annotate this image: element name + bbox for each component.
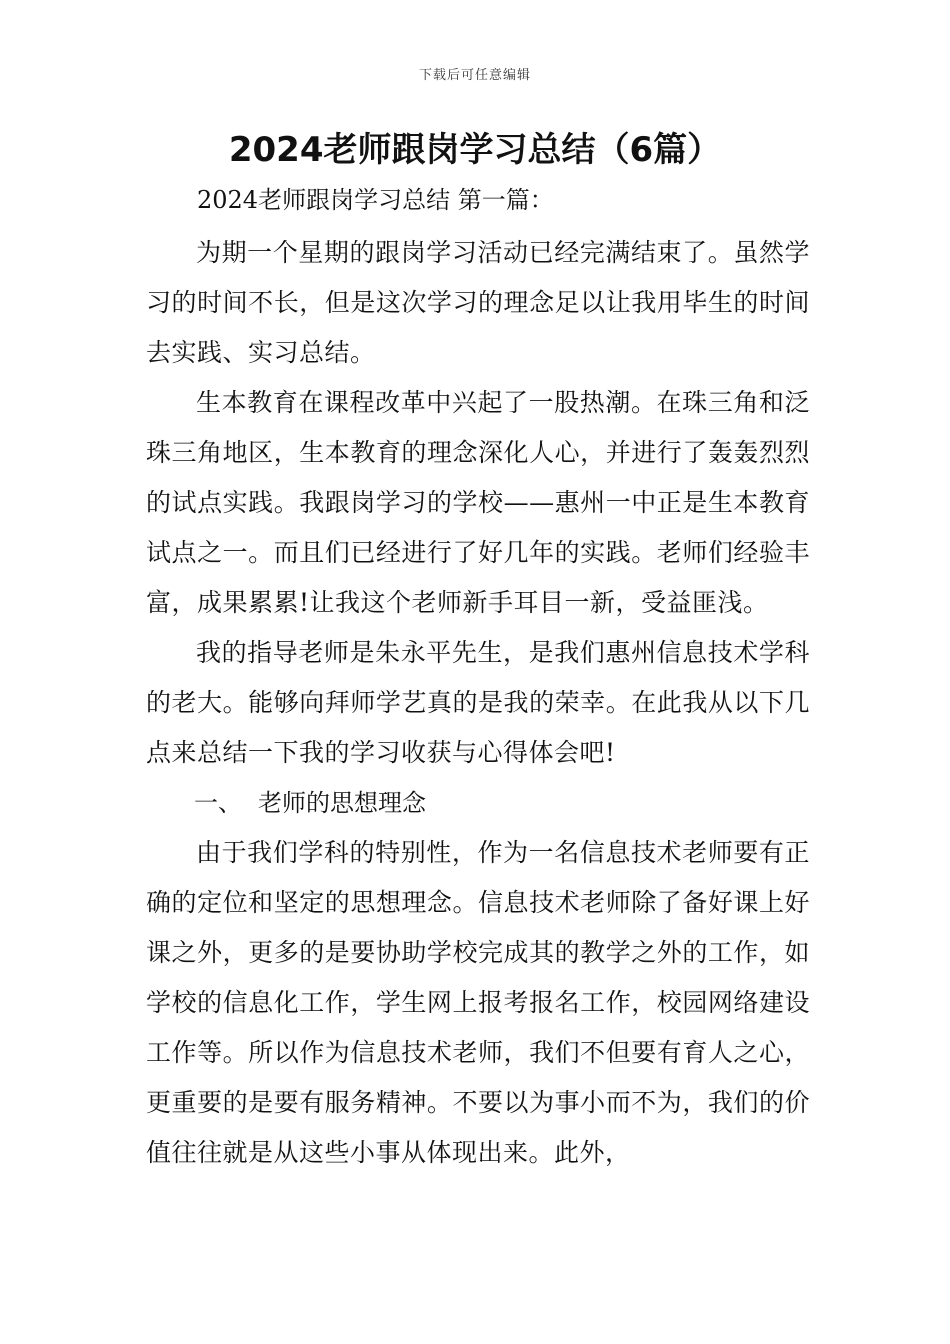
document-body (146, 228, 810, 1178)
header-note: 下载后可任意编辑 (418, 68, 531, 83)
section-number: 一、 (194, 789, 242, 817)
paragraph-2: 生本教育在课程改革中兴起了一股热潮。在珠三角和泛珠三角地区，生本教育的理念深化人心，并进行了轰轰烈烈的试点实践。我跟岗学习的学校——惠州一中正是生本教育试点之一。而且们已经进行了好几年的实践。老师们经验丰富，成果累累!让我这个老师新手耳目一新，受益匪浅。 (146, 388, 810, 617)
section-heading (146, 778, 810, 828)
section-paragraph: 由于我们学科的特别性，作为一名信息技术老师要有正确的定位和坚定的思想理念。信息技术老师除了备好课上好课之外，更多的是要协助学校完成其的教学之外的工作，如学校的信息化工作，学生网上报考报名工作，校园网络建设工作等。所以作为信息技术老师，我们不但要有育人之心，更重要的是要有服务精神。不要以为事小而不为，我们的价值往往就是从这些小事从体现出来。此外， (146, 838, 810, 1167)
paragraph-3: 我的指导老师是朱永平先生，是我们惠州信息技术学科的老大。能够向拜师学艺真的是我的荣幸。在此我从以下几点来总结一下我的学习收获与心得体会吧! (146, 638, 810, 767)
document-subtitle: 2024老师跟岗学习总结 第一篇： (197, 186, 554, 214)
document-title: 2024老师跟岗学习总结（6篇） (228, 130, 722, 170)
paragraph-1: 为期一个星期的跟岗学习活动已经完满结束了。虽然学习的时间不长，但是这次学习的理念足以让我用毕生的时间去实践、实习总结。 (146, 238, 810, 367)
section-heading-text: 老师的思想理念 (258, 789, 426, 817)
